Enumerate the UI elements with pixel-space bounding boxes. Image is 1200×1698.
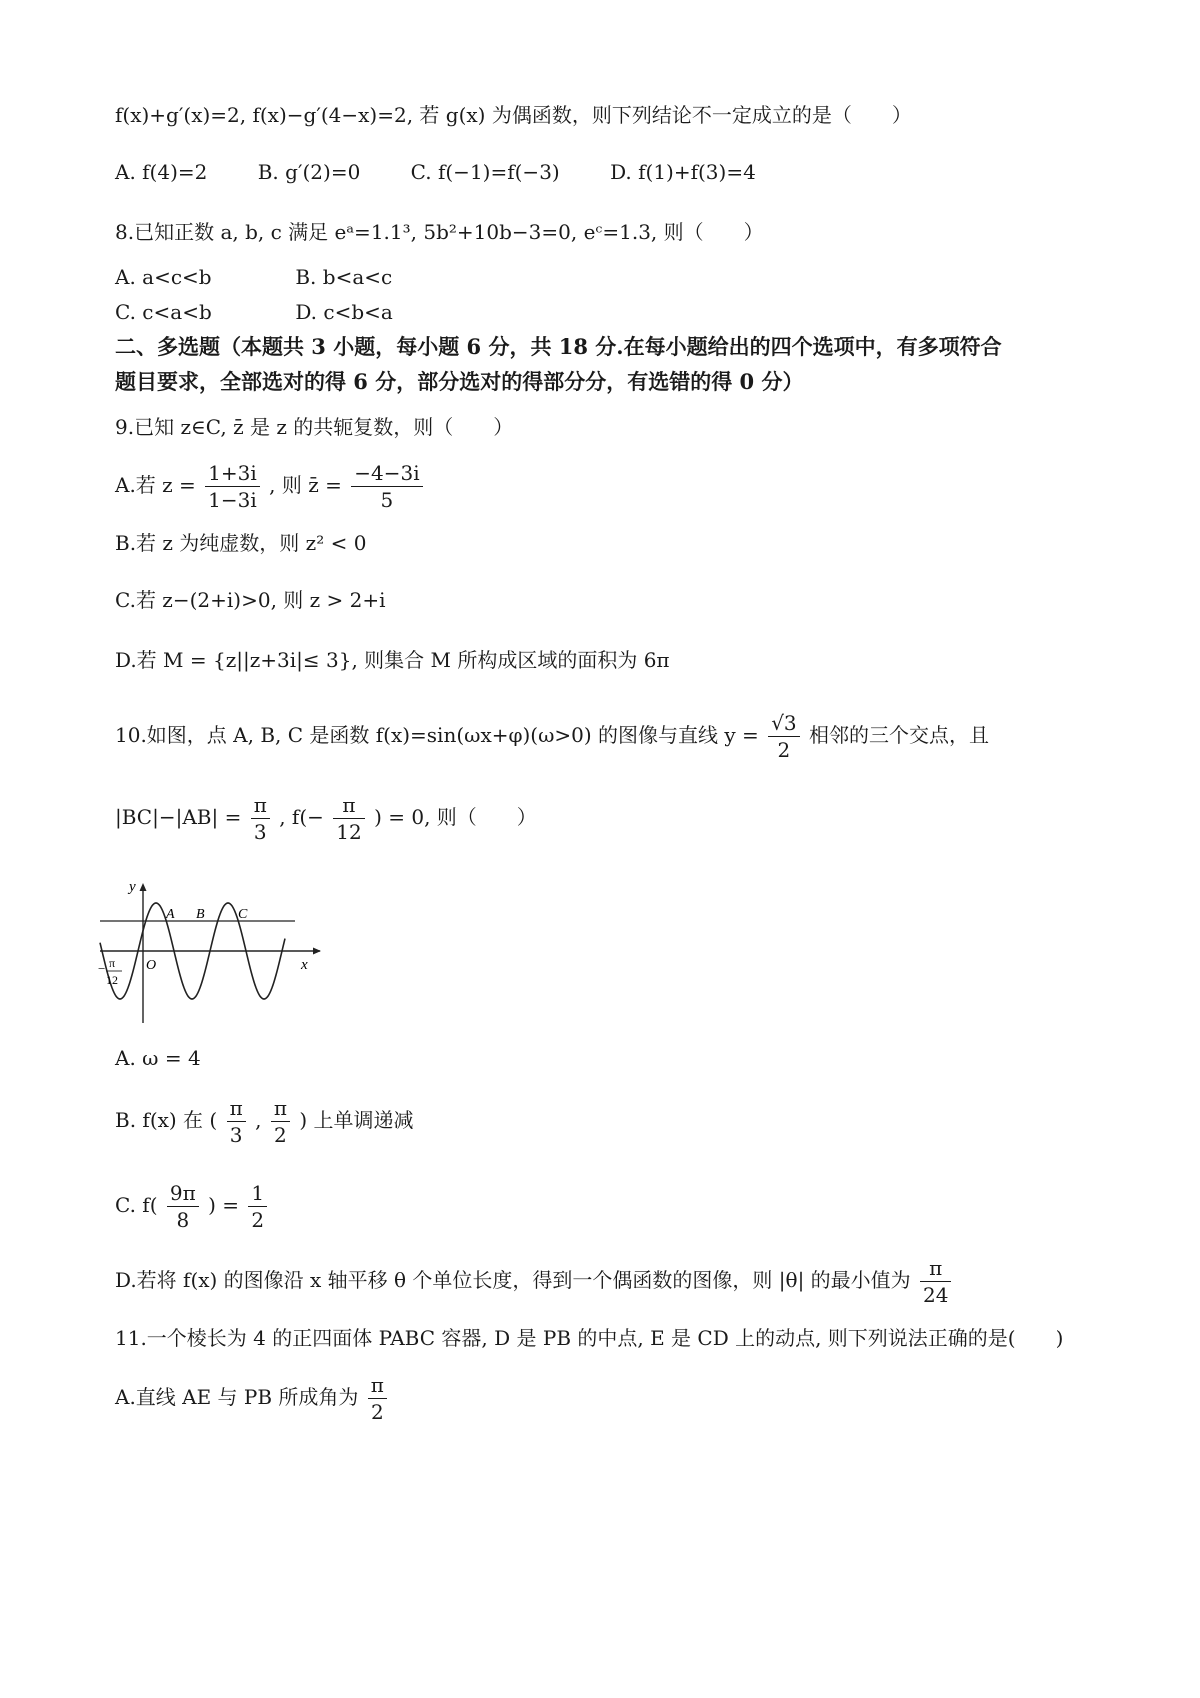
q8-option-c: C. c<a<b — [115, 300, 212, 324]
q10-fraction-sqrt3 — [768, 710, 799, 763]
q9-fraction-zbar-den: 5 — [380, 488, 394, 512]
q11-stem: 11.一个棱长为 4 的正四面体 PABC 容器, D 是 PB 的中点, E 是 CD 上的动点, 则下列说法正确的是( ) — [115, 1326, 1064, 1350]
q9-fraction-zbar-num: −4−3i — [351, 460, 422, 487]
q11-option-a-frac-num: π — [368, 1372, 387, 1399]
q9-option-d: D.若 M = {z||z+3i|≤ 3}, 则集合 M 所构成区域的面积为 6π — [115, 648, 670, 672]
q10-condition-suffix: ) = 0, 则（ ） — [374, 805, 537, 829]
point-a-label: A — [166, 907, 175, 922]
q10-option-d — [115, 1255, 954, 1308]
q7-options — [115, 157, 800, 187]
q7-option-c: C. f(−1)=f(−3) — [410, 160, 560, 184]
q10-option-d-frac-den: 24 — [923, 1283, 949, 1307]
q10-option-c-frac2-den: 2 — [251, 1208, 265, 1232]
q10-option-c — [115, 1180, 270, 1233]
q10-option-c-frac1-num: 9π — [167, 1180, 199, 1207]
q7-option-d: D. f(1)+f(3)=4 — [610, 160, 756, 184]
q9-stem: 9.已知 z∈C, z̄ 是 z 的共轭复数，则（ ） — [115, 415, 514, 439]
y-axis-label: y — [129, 879, 136, 895]
y-axis-arrow-icon — [140, 883, 147, 891]
q9-fraction-z-num: 1+3i — [205, 460, 260, 487]
x-axis-arrow-icon — [313, 948, 321, 955]
q10-option-b — [115, 1095, 414, 1148]
q10-option-c-frac2 — [248, 1180, 267, 1233]
q10-option-b-sep: , — [255, 1108, 262, 1132]
q10-fraction-sqrt3-num: √3 — [768, 710, 799, 737]
q10-fraction-pi3-den: 3 — [253, 820, 267, 844]
q8-option-b: B. b<a<c — [295, 265, 393, 289]
q10-option-b-frac2 — [271, 1095, 290, 1148]
q10-fraction-pi12-den: 12 — [336, 820, 362, 844]
q10-option-b-frac2-num: π — [271, 1095, 290, 1122]
q8-option-d: D. c<b<a — [295, 300, 393, 324]
q8-options-row2 — [115, 297, 437, 327]
q10-option-a: A. ω = 4 — [115, 1046, 201, 1070]
point-c-label: C — [238, 907, 248, 922]
q10-option-d-text: D.若将 f(x) 的图像沿 x 轴平移 θ 个单位长度，得到一个偶函数的图像，则 |θ| 的最小值为 — [115, 1268, 911, 1292]
tick-pi: π — [109, 956, 116, 970]
q10-fraction-pi12 — [333, 792, 364, 845]
q10-condition-mid: , f(− — [279, 805, 324, 829]
q11-option-a-frac-den: 2 — [371, 1400, 384, 1424]
q10-option-d-frac — [920, 1255, 951, 1308]
origin-label: O — [146, 958, 157, 973]
q10-condition-prefix: |BC|−|AB| = — [115, 805, 242, 829]
point-b-label: B — [196, 907, 205, 922]
q9-fraction-z-den: 1−3i — [208, 488, 257, 512]
q10-option-d-frac-num: π — [920, 1255, 951, 1282]
q10-stem-prefix: 10.如图，点 A, B, C 是函数 f(x)=sin(ωx+φ)(ω>0) 的图像与直线 y = — [115, 723, 759, 747]
q8-options-row1 — [115, 262, 436, 292]
q7-stem: f(x)+g′(x)=2, f(x)−g′(4−x)=2, 若 g(x) 为偶函数，则下列结论不一定成立的是（ ） — [115, 103, 912, 127]
q10-option-b-prefix: B. f(x) 在 ( — [115, 1108, 218, 1132]
tick-12: 12 — [106, 973, 118, 987]
section2-heading-line2: 题目要求，全部选对的得 6 分，部分选对的得部分分，有选错的得 0 分） — [115, 369, 804, 394]
q7-option-b: B. g′(2)=0 — [257, 160, 361, 184]
q10-fraction-sqrt3-den: 2 — [777, 738, 791, 762]
q10-fraction-pi12-num: π — [333, 792, 364, 819]
q10-option-b-frac2-den: 2 — [274, 1123, 287, 1147]
q10-option-c-frac2-num: 1 — [248, 1180, 267, 1207]
q9-fraction-z — [205, 460, 260, 513]
q10-stem-suffix: 相邻的三个交点，且 — [809, 723, 990, 747]
q9-option-a-mid: , 则 z̄ = — [269, 473, 342, 497]
q10-option-b-frac1 — [227, 1095, 246, 1148]
tick-neg-sign: − — [98, 961, 106, 976]
q7-option-a: A. f(4)=2 — [115, 160, 208, 184]
q10-option-b-frac1-num: π — [227, 1095, 246, 1122]
q10-option-c-mid: ) = — [208, 1193, 240, 1217]
q10-option-c-frac1-den: 8 — [176, 1208, 190, 1232]
section2-heading-line1: 二、多选题（本题共 3 小题，每小题 6 分，共 18 分.在每小题给出的四个选项中，有多项符合 — [115, 334, 1002, 359]
q10-fraction-pi3-num: π — [251, 792, 270, 819]
q9-fraction-zbar — [351, 460, 422, 513]
q10-sine-figure — [95, 875, 335, 1035]
q10-stem — [115, 710, 989, 763]
q10-option-b-frac1-den: 3 — [229, 1123, 243, 1147]
q10-option-c-prefix: C. f( — [115, 1193, 158, 1217]
q8-option-a: A. a<c<b — [115, 265, 212, 289]
q10-fraction-pi3 — [251, 792, 270, 845]
q10-condition — [115, 792, 537, 845]
q8-stem: 8.已知正数 a, b, c 满足 eᵃ=1.1³, 5b²+10b−3=0, eᶜ=1.3, 则（ ） — [115, 220, 764, 244]
q11-option-a-text: A.直线 AE 与 PB 所成角为 — [115, 1385, 359, 1409]
q11-option-a — [115, 1372, 390, 1425]
q11-option-a-frac — [368, 1372, 387, 1425]
q10-option-b-suffix: ) 上单调递减 — [299, 1108, 414, 1132]
q9-option-b: B.若 z 为纯虚数，则 z² < 0 — [115, 531, 367, 555]
q10-option-c-frac1 — [167, 1180, 199, 1233]
q9-option-a — [115, 460, 426, 513]
q9-option-a-prefix: A.若 z = — [115, 473, 196, 497]
q9-option-c: C.若 z−(2+i)>0, 则 z > 2+i — [115, 588, 386, 612]
x-axis-label: x — [301, 957, 308, 973]
